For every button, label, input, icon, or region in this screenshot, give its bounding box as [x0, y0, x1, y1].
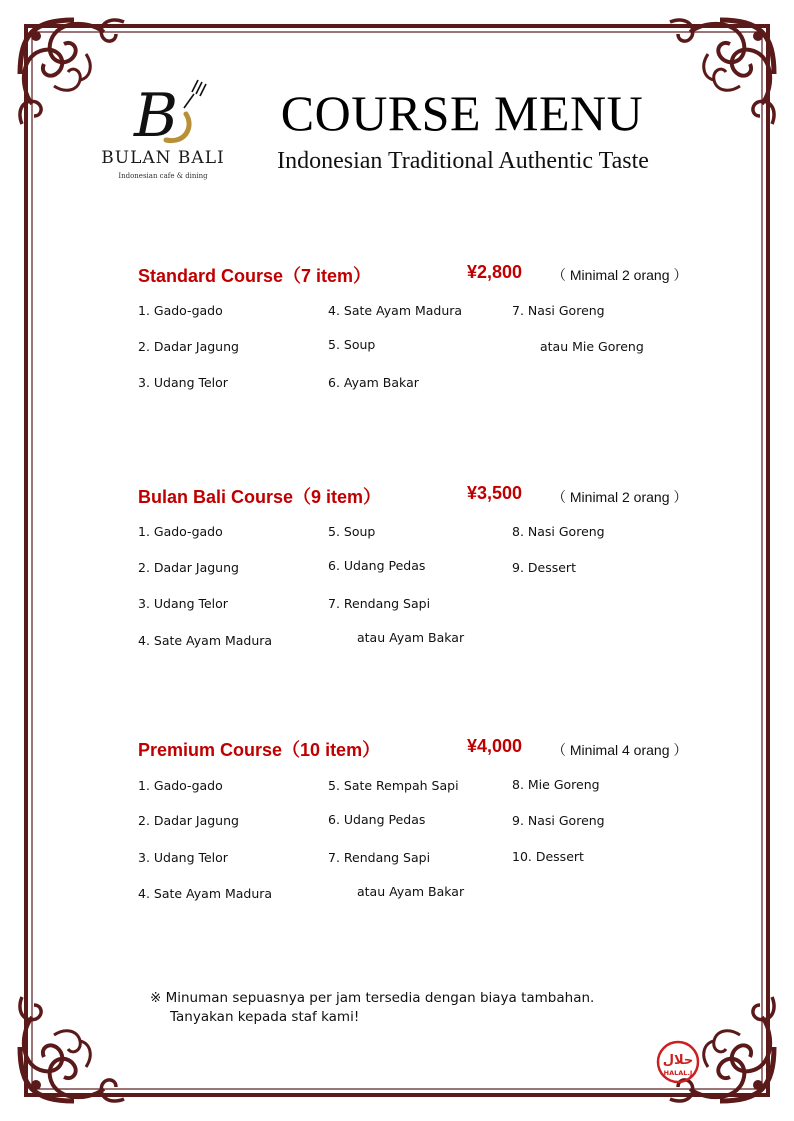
halal-arabic-text: حلال [662, 1053, 694, 1068]
course-item: 1. Gado-gado [138, 524, 223, 539]
course-item: 8. Nasi Goreng [512, 524, 605, 539]
course-item: 2. Dadar Jagung [138, 560, 239, 575]
course-item: 5. Soup [328, 524, 376, 539]
course-item: 9. Nasi Goreng [512, 813, 605, 828]
halal-label: HALAL.J [663, 1069, 693, 1077]
course-item: 6. Ayam Bakar [328, 375, 419, 390]
course-item-alternative: atau Mie Goreng [540, 339, 644, 354]
course-item: 4. Sate Ayam Madura [138, 886, 273, 901]
course-item: 4. Sate Ayam Madura [328, 303, 463, 318]
logo-name: BULAN BALI [101, 148, 225, 168]
course-price: ¥3,500 [467, 483, 523, 503]
drinks-note: ※ Minuman sepuasnya per jam tersedia dengan biaya tambahan. [150, 990, 595, 1006]
course-minimum: （ Minimal 2 orang ） [552, 489, 688, 505]
course-item: 3. Udang Telor [138, 596, 228, 611]
course-item: 5. Soup [328, 337, 376, 352]
course-item: 2. Dadar Jagung [138, 339, 239, 354]
course-item: 6. Udang Pedas [328, 812, 426, 827]
logo-tagline: Indonesian cafe & dining [118, 172, 208, 180]
course-item: 4. Sate Ayam Madura [138, 633, 273, 648]
course-item-alternative: atau Ayam Bakar [357, 630, 465, 645]
course-item: 5. Sate Rempah Sapi [328, 778, 459, 793]
page-title: COURSE MENU [280, 85, 644, 141]
course-item: 7. Rendang Sapi [328, 850, 431, 865]
course-title: Standard Course（7 item） [138, 266, 372, 286]
course-title: Bulan Bali Course（9 item） [138, 487, 382, 507]
course-item: 8. Mie Goreng [512, 777, 600, 792]
logo-mark-icon [98, 78, 228, 148]
course-item: 3. Udang Telor [138, 850, 228, 865]
course-title: Premium Course（10 item） [138, 740, 381, 760]
course-item: 10. Dessert [512, 849, 584, 864]
course-item: 9. Dessert [512, 560, 576, 575]
halal-certification-icon [656, 1040, 700, 1084]
logo-letter: B [134, 81, 179, 148]
course-item-alternative: atau Ayam Bakar [357, 884, 465, 899]
course-item: 1. Gado-gado [138, 303, 223, 318]
corner-ornament-bottom-left [20, 997, 124, 1101]
course-item: 2. Dadar Jagung [138, 813, 239, 828]
course-price: ¥2,800 [467, 262, 523, 282]
course-item: 6. Udang Pedas [328, 558, 426, 573]
page-subtitle: Indonesian Traditional Authentic Taste [277, 148, 649, 174]
course-item: 7. Rendang Sapi [328, 596, 431, 611]
course-item: 7. Nasi Goreng [512, 303, 605, 318]
course-item: 1. Gado-gado [138, 778, 223, 793]
restaurant-logo [98, 78, 228, 188]
course-price: ¥4,000 [467, 736, 523, 756]
staff-note: Tanyakan kepada staf kami! [170, 1009, 360, 1025]
corner-ornament-top-right [670, 20, 774, 124]
course-minimum: （ Minimal 2 orang ） [552, 267, 688, 283]
course-minimum: （ Minimal 4 orang ） [552, 742, 688, 758]
course-item: 3. Udang Telor [138, 375, 228, 390]
